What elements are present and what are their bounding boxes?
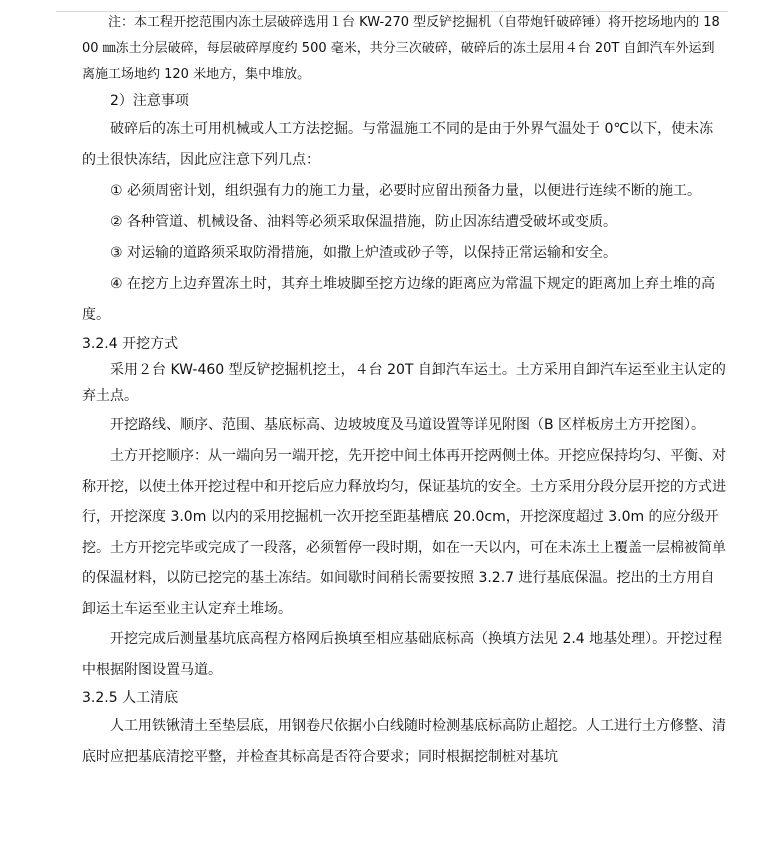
excavation-note: 注：本工程开挖范围内冻土层破碎选用１台 KW-270 型反铲挖掘机（自带炮钎破碎锤）将开挖场地内的 1800 ㎜冻土分层破碎，每层破碎厚度约 500 毫米，共分三次破碎，破碎后的冻土层用４台 20T 自卸汽车外运到离施工场地约 120 米地方，集中堆放。 (82, 15, 720, 82)
paragraph-manual-cleaning: 人工用铁锹清土至垫层底，用钢卷尺依据小白线随时检测基底标高防止超挖。人工进行土方修整、清底时应把基底清挖平整，并检查其标高是否符合要求；同时根据挖制桩对基坑 (82, 718, 726, 765)
paragraph-route: 开挖路线、顺序、范围、基底标高、边坡坡度及马道设置等详见附图（B 区样板房土方开挖图）。 (110, 417, 706, 433)
paragraph-intro: 破碎后的冻土可用机械或人工方法挖掘。与常温施工不同的是由于外界气温处于 0℃以下，使未冻的土很快冻结，因此应注意下列几点： (82, 121, 714, 168)
subheading-precautions: 2）注意事项 (110, 93, 189, 109)
list-item-1: ① 必须周密计划，组织强有力的施工力量，必要时应留出预备力量，以便进行连续不断的施工。 (110, 183, 701, 199)
section-heading-3-2-5: 3.2.5 人工清底 (82, 690, 179, 706)
list-item-2: ② 各种管道、机械设备、油料等必须采取保温措施，防止因冻结遭受破坏或变质。 (110, 214, 617, 230)
paragraph-after-excavation: 开挖完成后测量基坑底高程方格网后换填至相应基础底标高（换填方法见 2.4 地基处理）。开挖过程中根据附图设置马道。 (82, 631, 723, 678)
list-item-3: ③ 对运输的道路须采取防滑措施，如撒上炉渣或砂子等，以保持正常运输和安全。 (110, 245, 617, 261)
paragraph-equipment: 采用２台 KW-460 型反铲挖掘机挖土，４台 20T 自卸汽车运土。土方采用自卸汽车运至业主认定的弃土点。 (82, 362, 726, 404)
paragraph-sequence: 土方开挖顺序：从一端向另一端开挖，先开挖中间土体再开挖两侧土体。开挖应保持均匀、平衡、对称开挖，以使土体开挖过程中和开挖后应力释放均匀，保证基坑的安全。土方采用分段分层开挖的方式进行，开挖深度 3.0m 以内的采用挖掘机一次开挖至距基槽底 20.0cm，开挖深度超过 3.0m 的应分级开挖。土方开挖完毕或完成了一段落，必须暂停一段时期，如在一天以内，可在未冻土上覆盖一层棉被简单的保温材料，以防已挖完的基土冻结。如间歇时间稍长需要按照 3.2.7 进行基底保温。挖出的土方用自卸运土车运至业主认定弃土堆场。 (82, 448, 726, 617)
section-heading-3-2-4: 3.2.4 开挖方式 (82, 336, 179, 352)
document-body (82, 0, 727, 772)
list-item-4: ④ 在挖方上边弃置冻土时，其弃土堆坡脚至挖方边缘的距离应为常温下规定的距离加上弃土堆的高度。 (82, 276, 715, 323)
